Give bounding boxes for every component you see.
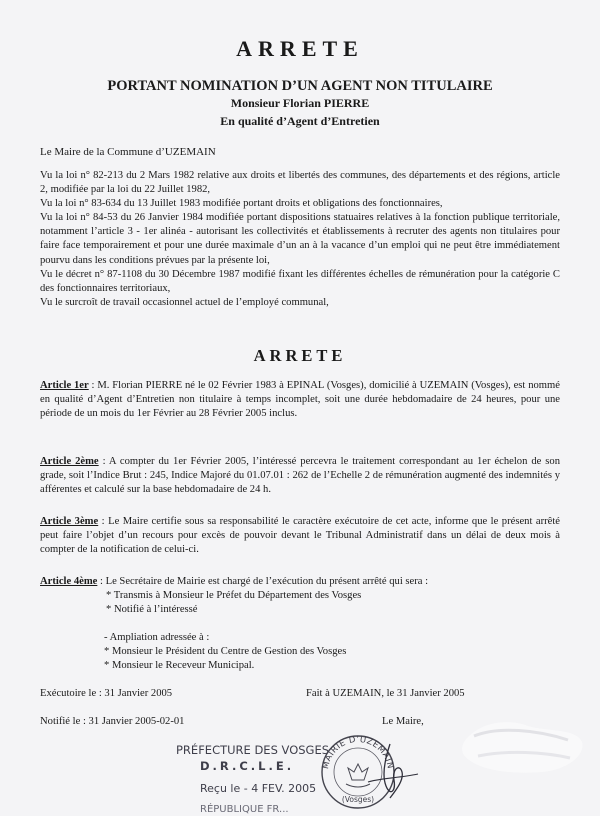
- correction-fluid-mark: [458, 712, 588, 782]
- prefecture-stamp-line: PRÉFECTURE DES VOSGES: [176, 743, 330, 757]
- received-stamp-date: Reçu le - 4 FEV. 2005: [200, 782, 317, 795]
- article-label: Article 2ème: [40, 456, 99, 467]
- list-item: - Ampliation adressée à :: [104, 632, 210, 643]
- list-item: * Monsieur le Receveur Municipal.: [104, 660, 255, 672]
- article-text: : Le Secrétaire de Mairie est chargé de l’exécution du présent arrêté qui sera :: [97, 576, 429, 587]
- seal-top-text: MAIRIE D’UZEMAIN: [321, 734, 395, 770]
- article-2: [40, 455, 560, 497]
- ampliation-list: [104, 631, 346, 673]
- article-label: Article 4ème: [40, 576, 98, 587]
- maire-line: Le Maire de la Commune d’UZEMAIN: [40, 146, 216, 158]
- vu-paragraph: Vu la loi n° 83-634 du 13 Juillet 1983 modifiée portant droits et obligations des fonctionnaires,: [40, 198, 443, 210]
- vu-paragraph: Vu le surcroît de travail occasionnel actuel de l’employé communal,: [40, 296, 329, 308]
- article-text: : Le Maire certifie sous sa responsabilité le caractère exécutoire de cet acte, informe que le présent arrêté peut faire l’objet d’un recours pour excès de pouvoir devant le Tribunal Administratif dans un délai de deux mois à compter de la notification de celui-ci.: [40, 516, 560, 556]
- le-maire-label: Le Maire,: [382, 716, 424, 727]
- fait-a-date: Fait à UZEMAIN, le 31 Janvier 2005: [306, 688, 465, 699]
- document-title: ARRETE: [236, 36, 364, 61]
- subtitle-nomination: PORTANT NOMINATION D’UN AGENT NON TITULAIRE: [107, 78, 493, 94]
- signature-icon: [360, 742, 430, 802]
- article-3: [40, 515, 560, 557]
- vu-block: [40, 169, 560, 310]
- article-text: : A compter du 1er Février 2005, l’intéressé percevra le traitement correspondant au 1er échelon de son grade, soit l’Indice Brut : 245, Indice Majoré du 01.07.01 : 262 de l’Echelle 2 de rémunération augmenté des indemnités y afférentes et calculé sur la base hebdomadaire de 24 h.: [40, 456, 560, 496]
- vu-paragraph: Vu la loi n° 84-53 du 26 Janvier 1984 modifiée portant dispositions statuaires relatives à la fonction publique territoriale, notamment l’article 3 - 1er alinéa - autorisant les collectivités et établissements à recruter des agents non titulaires pour faire face temporairement et pour une durée maximale d’un an à la vacance d’un emploi qui ne peut être immédiatement pourvu dans les conditions prévues par la présente loi,: [40, 212, 560, 266]
- list-item: * Transmis à Monsieur le Préfet du Département des Vosges: [106, 590, 362, 601]
- prefecture-stamp-line: RÉPUBLIQUE FR...: [200, 804, 289, 815]
- seal-bottom-text: (Vosges): [341, 795, 375, 804]
- transmission-list: [106, 589, 361, 617]
- notifie-date: Notifié le : 31 Janvier 2005-02-01: [40, 716, 185, 727]
- subtitle-name: Monsieur Florian PIERRE: [230, 96, 370, 110]
- subtitle-role: En qualité d’Agent d’Entretien: [220, 114, 380, 128]
- article-text: : M. Florian PIERRE né le 02 Février 1983 à EPINAL (Vosges), domicilié à UZEMAIN (Vosges), est nommé en qualité d’Agent d’Entretien non titulaire à temps incomplet, soit une durée hebdomadaire de 24 heures, pour une période de un mois du 1er Février au 28 Février 2005 inclus.: [40, 380, 560, 420]
- vu-paragraph: Vu le décret n° 87-1108 du 30 Décembre 1987 modifié fixant les différentes échelles de rémunération pour la catégorie C des fonctionnaires territoriaux,: [40, 268, 560, 294]
- executoire-date: Exécutoire le : 31 Janvier 2005: [40, 688, 173, 699]
- article-1: [40, 379, 560, 421]
- article-label: Article 3ème: [40, 516, 99, 527]
- list-item: * Notifié à l’intéressé: [106, 604, 198, 616]
- article-4: [40, 575, 560, 589]
- list-item: * Monsieur le Président du Centre de Gestion des Vosges: [104, 646, 347, 658]
- prefecture-stamp-line: D.R.C.L.E.: [200, 759, 295, 773]
- arrete-heading: ARRETE: [253, 346, 347, 365]
- article-label: Article 1er: [40, 380, 89, 391]
- vu-paragraph: Vu la loi n° 82-213 du 2 Mars 1982 relative aux droits et libertés des communes, des départements et des régions, article 2, modifiée par la loi du 22 Juillet 1982,: [40, 170, 560, 196]
